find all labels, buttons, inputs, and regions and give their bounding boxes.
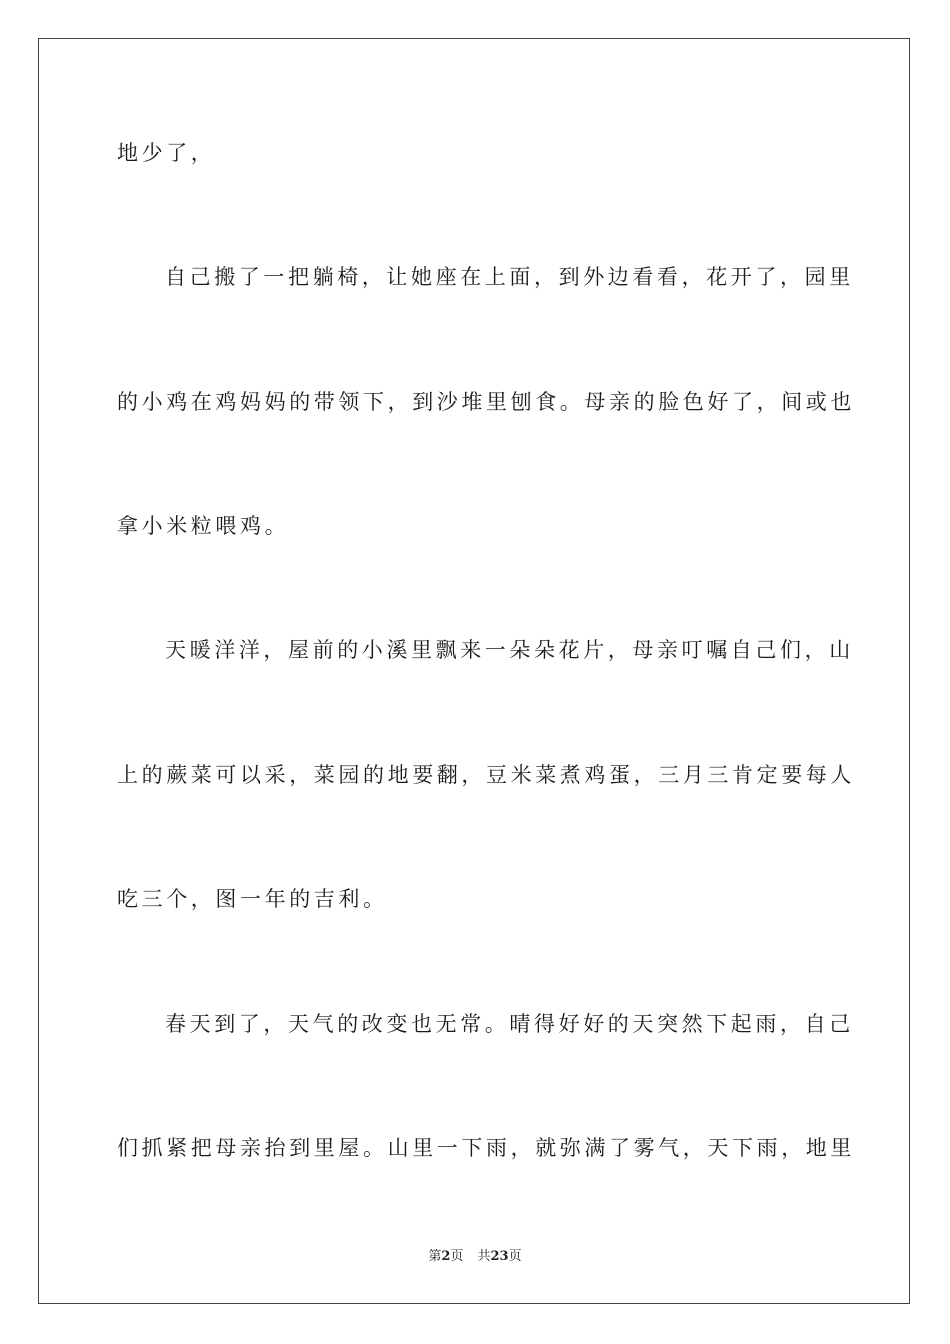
text-line-6: 上的蕨菜可以采，菜园的地要翻，豆米菜煮鸡蛋，三月三肯定要每人	[117, 763, 855, 787]
page-footer	[0, 1248, 950, 1266]
page-suffix: 页	[450, 1249, 464, 1264]
text-line-4: 拿小米粒喂鸡。	[117, 514, 290, 538]
page-prefix: 第	[428, 1249, 442, 1264]
total-prefix: 共	[477, 1249, 491, 1264]
text-line-3: 的小鸡在鸡妈妈的带领下，到沙堆里刨食。母亲的脸色好了，间或也	[117, 390, 855, 414]
page-number: 2	[441, 1249, 451, 1264]
page-border	[38, 38, 910, 1304]
text-line-8: 春天到了，天气的改变也无常。晴得好好的天突然下起雨，自己	[165, 1012, 854, 1036]
total-pages: 23	[490, 1249, 509, 1264]
text-line-5: 天暖洋洋，屋前的小溪里飘来一朵朵花片，母亲叮嘱自己们，山	[165, 638, 854, 662]
text-line-2: 自己搬了一把躺椅，让她座在上面，到外边看看，花开了，园里	[165, 265, 854, 289]
text-line-9: 们抓紧把母亲抬到里屋。山里一下雨，就弥满了雾气，天下雨，地里	[117, 1136, 855, 1160]
text-line-7: 吃三个，图一年的吉利。	[117, 887, 388, 911]
text-line-1: 地少了，	[117, 141, 216, 165]
total-suffix: 页	[508, 1249, 522, 1264]
